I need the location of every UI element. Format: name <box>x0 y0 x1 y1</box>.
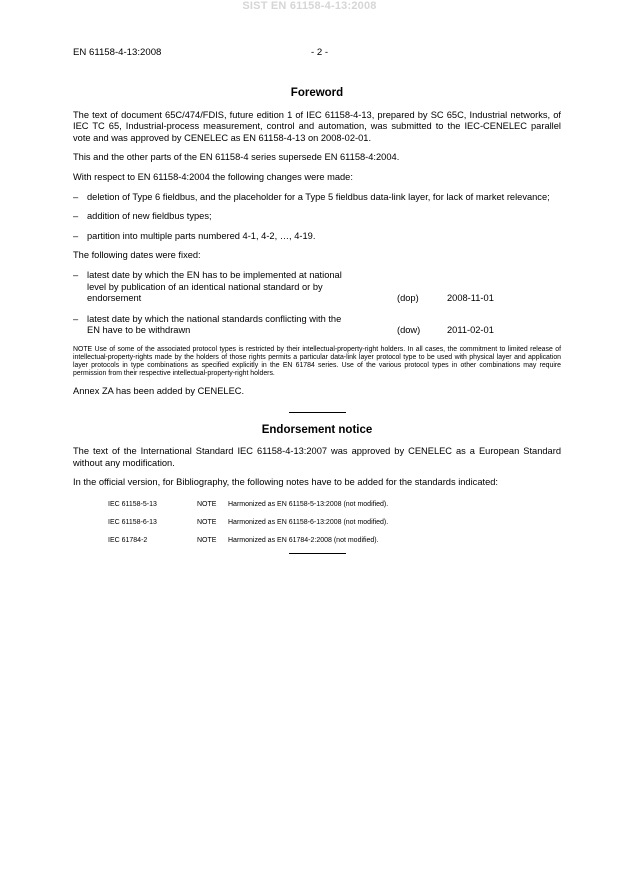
date-description: latest date by which the EN has to be implemented at national level by publication of an identical national standard or by endorsement <box>87 269 342 304</box>
changes-list <box>73 192 561 243</box>
date-code: (dop) <box>397 293 419 304</box>
dash-bullet: – <box>73 269 79 280</box>
foreword-title: Foreword <box>290 87 344 99</box>
bibliography-notes <box>73 499 561 545</box>
ipr-note: NOTE Use of some of the associated protocol types is restricted by their intellectual-property-right holders. In all cases, the commitment to limited release of intellectual-property-rights made by the holders of those rights permits a particular data-link layer protocol type to be used with physical layer and application layer protocols in type combinations as specified explicitly in the EN 61784 series. Use of the various protocol types in other combinations may require permission from their respective intellectual-property-right holders. <box>73 345 561 377</box>
standard-id: IEC 61784-2 <box>108 536 148 544</box>
date-code: (dow) <box>397 325 421 336</box>
doc-id: EN 61158-4-13:2008 <box>73 47 162 58</box>
note-label: NOTE <box>197 500 217 508</box>
page-content <box>73 88 561 554</box>
note-text: Harmonized as EN 61158-5-13:2008 (not modified). <box>228 500 389 508</box>
date-value: 2011-02-01 <box>447 325 494 336</box>
endorsement-paragraph: In the official version, for Bibliography, the following notes have to be added for the standards indicated: <box>73 477 498 488</box>
dash-bullet: – <box>73 230 79 241</box>
standard-id: IEC 61158-6-13 <box>108 518 157 526</box>
dash-bullet: – <box>73 211 79 222</box>
page-number: - 2 - <box>311 47 329 58</box>
list-item <box>73 211 561 223</box>
list-item-text: deletion of Type 6 fieldbus, and the placeholder for a Type 5 fieldbus data-link layer, for lack of market relevance; <box>87 191 550 202</box>
foreword-paragraph: The following dates were fixed: <box>73 250 201 261</box>
foreword-paragraph: This and the other parts of the EN 61158-4 series supersede EN 61158-4:2004. <box>73 152 400 163</box>
watermark: SIST EN 61158-4-13:2008 <box>242 0 377 12</box>
bibliography-row <box>73 499 561 509</box>
dash-bullet: – <box>73 191 79 202</box>
foreword-paragraph: With respect to EN 61158-4:2004 the following changes were made: <box>73 171 353 182</box>
list-item <box>73 231 561 243</box>
note-label: NOTE <box>197 536 217 544</box>
date-row <box>73 314 561 337</box>
section-divider <box>289 412 346 413</box>
page-header <box>73 47 561 58</box>
bibliography-row <box>73 517 561 527</box>
section-divider <box>289 553 346 554</box>
dash-bullet: – <box>73 313 79 324</box>
annex-paragraph: Annex ZA has been added by CENELEC. <box>73 385 245 396</box>
bibliography-row <box>73 535 561 545</box>
foreword-paragraph: The text of document 65C/474/FDIS, future edition 1 of IEC 61158-4-13, prepared by SC 65C, Industrial networks, of IEC TC 65, Industrial-process measurement, control and automation, was submitted to the IEC-CENELEC parallel vote and was approved by CENELEC as EN 61158-4-13 on 2008-02-01. <box>73 109 561 143</box>
date-row <box>73 270 561 305</box>
date-description: latest date by which the national standards conflicting with the EN have to be withdrawn <box>87 313 342 336</box>
endorsement-paragraph: The text of the International Standard IEC 61158-4-13:2007 was approved by CENELEC as a European Standard without any modification. <box>73 446 561 468</box>
note-label: NOTE <box>197 518 217 526</box>
endorsement-title: Endorsement notice <box>261 423 373 436</box>
note-text: Harmonized as EN 61784-2:2008 (not modified). <box>228 536 379 544</box>
list-item-text: partition into multiple parts numbered 4-1, 4-2, …, 4-19. <box>87 230 316 241</box>
list-item <box>73 192 561 204</box>
date-value: 2008-11-01 <box>447 293 494 304</box>
note-text: Harmonized as EN 61158-6-13:2008 (not modified). <box>228 518 389 526</box>
standard-id: IEC 61158-5-13 <box>108 500 157 508</box>
list-item-text: addition of new fieldbus types; <box>87 211 212 222</box>
